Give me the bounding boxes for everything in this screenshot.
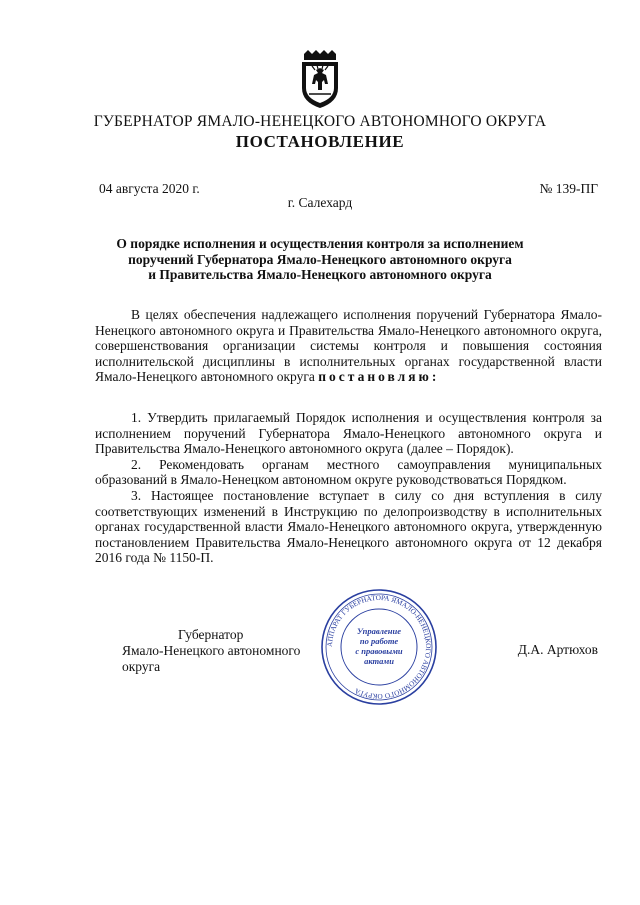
organization-title: ГУБЕРНАТОР ЯМАЛО-НЕНЕЦКОГО АВТОНОМНОГО ОКРУГА <box>93 113 547 130</box>
stamp-center-line-3: с правовыми <box>355 646 403 656</box>
preamble-text: В целях обеспечения надлежащего исполнения поручений Губернатора Ямало-Ненецкого автономного округа и Правительства Ямало-Ненецкого автономного округа, совершенствования организации системы контроля и повышения состояния исполнительской дисциплины в исполнительных органах государственной власти Ямало-Ненецкого автономного округа <box>95 307 602 385</box>
item-3: 3. Настоящее постановление вступает в силу со дня вступления в силу соответствующих изменений в Инструкцию по делопроизводству в исполнительных органах государственной власти Ямало-Ненецкого автономного округа, утвержденную постановлением Правительства Ямало-Ненецкого автономного округа от 12 декабря 2016 года № 1150-П. <box>95 487 602 566</box>
preamble <box>95 307 602 385</box>
position-line-1: Губернатор <box>178 627 244 642</box>
stamp-center-line-4: актами <box>364 656 394 666</box>
stamp-center-line-2: по работе <box>359 636 399 646</box>
document-type: ПОСТАНОВЛЕНИЕ <box>235 132 405 151</box>
document-title <box>60 236 580 283</box>
document-date: 04 августа 2020 г. <box>99 181 200 196</box>
stamp-center-line-1: Управление <box>356 626 402 636</box>
signatory-position <box>122 627 332 675</box>
title-line-2: поручений Губернатора Ямало-Ненецкого автономного округа <box>128 251 512 267</box>
document-number: № 139-ПГ <box>539 181 598 196</box>
item-1: 1. Утвердить прилагаемый Порядок исполнения и осуществления контроля за исполнением поручений Губернатора Ямало-Ненецкого автономного округа и Правительства Ямало-Ненецкого автономного округа (далее – Порядок). <box>95 410 602 457</box>
title-line-1: О порядке исполнения и осуществления контроля за исполнением <box>116 236 524 251</box>
items-list <box>95 410 602 566</box>
coat-of-arms-icon <box>296 48 344 110</box>
signatory-name: Д.А. Артюхов <box>517 642 598 657</box>
stamp-ring-text: АППАРАТ ГУБЕРНАТОРА ЯМАЛО-НЕНЕЦКОГО АВТОНОМНОГО ОКРУГА <box>325 593 433 701</box>
position-line-2: Ямало-Ненецкого автономного округа <box>122 643 301 674</box>
title-line-3: и Правительства Ямало-Ненецкого автономного округа <box>148 267 492 282</box>
document-city: г. Салехард <box>287 195 353 210</box>
official-stamp <box>319 587 439 707</box>
resolve-word: постановляю: <box>318 369 440 385</box>
item-2: 2. Рекомендовать органам местного самоуправления муниципальных образований в Ямало-Ненецком автономном округе руководствоваться Порядком. <box>95 456 602 488</box>
